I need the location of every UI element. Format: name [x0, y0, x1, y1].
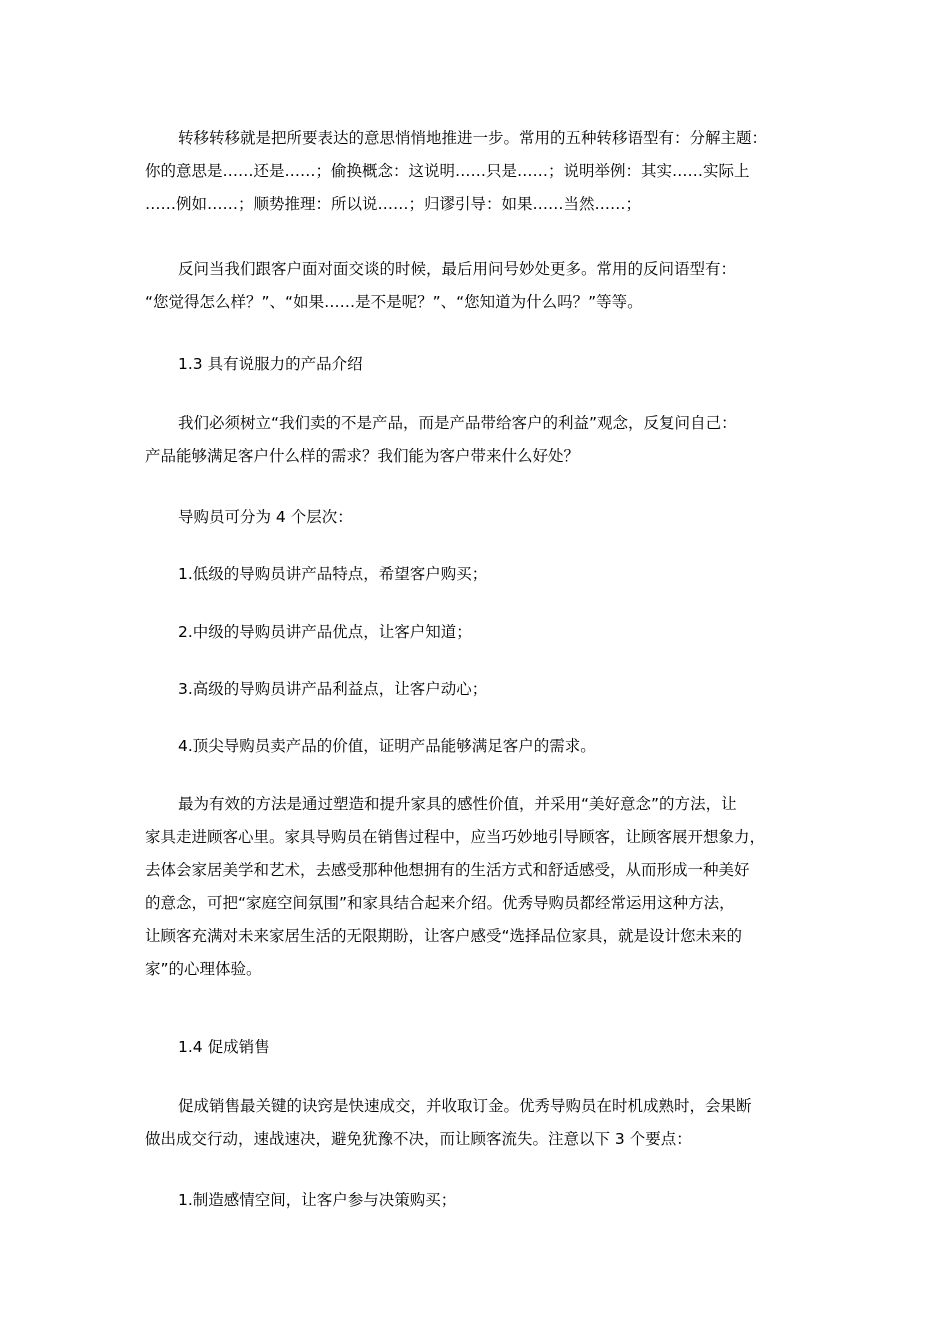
- list-item-level-3: 3.高级的导购员讲产品利益点，让客户动心；: [178, 680, 488, 698]
- text-line: 最为有效的方法是通过塑造和提升家具的感性价值，并采用“美好意念”的方法，让: [178, 795, 737, 813]
- text-line: 做出成交行动，速战速决，避免犹豫不决，而让顾客流失。注意以下 3 个要点：: [145, 1130, 692, 1148]
- text-line: 反问当我们跟客户面对面交谈的时候，最后用问号妙处更多。常用的反问语型有：: [178, 260, 737, 278]
- text-line: 产品能够满足客户什么样的需求？我们能为客户带来什么好处？: [145, 447, 580, 465]
- list-item-level-4: 4.顶尖导购员卖产品的价值，证明产品能够满足客户的需求。: [178, 737, 596, 755]
- text-line: “您觉得怎么样？”、“如果……是不是呢？”、“您知道为什么吗？”等等。: [145, 293, 643, 311]
- paragraph-levels-intro: 导购员可分为 4 个层次：: [178, 508, 353, 526]
- text-line: 转移转移就是把所要表达的意思悄悄地推进一步。常用的五种转移语型有：分解主题：: [178, 129, 768, 147]
- list-item-point-1: 1.制造感情空间，让客户参与决策购买；: [178, 1191, 457, 1209]
- paragraph-customer-benefit: [145, 407, 820, 473]
- text-line: 让顾客充满对未来家居生活的无限期盼，让客户感受“选择品位家具，就是设计您未来的: [145, 927, 743, 945]
- section-heading-1-3: 1.3 具有说服力的产品介绍: [178, 355, 363, 373]
- text-line: 家具走进顾客心里。家具导购员在销售过程中，应当巧妙地引导顾客，让顾客展开想象力，: [145, 828, 766, 846]
- text-line: ……例如……；顺势推理：所以说……；归谬引导：如果……当然……；: [145, 195, 642, 213]
- text-line: 促成销售最关键的诀窍是快速成交，并收取订金。优秀导购员在时机成熟时，会果断: [178, 1097, 752, 1115]
- list-item-level-2: 2.中级的导购员讲产品优点，让客户知道；: [178, 623, 472, 641]
- text-line: 的意念，可把“家庭空间氛围”和家具结合起来介绍。优秀导购员都经常运用这种方法，: [145, 894, 735, 912]
- text-line: 家”的心理体验。: [145, 960, 262, 978]
- paragraph-rhetorical-question: [145, 253, 820, 319]
- paragraph-beautiful-concept: [145, 788, 820, 986]
- list-item-level-1: 1.低级的导购员讲产品特点，希望客户购买；: [178, 565, 488, 583]
- section-heading-1-4: 1.4 促成销售: [178, 1038, 270, 1056]
- text-line: 去体会家居美学和艺术，去感受那种他想拥有的生活方式和舒适感受，从而形成一种美好: [145, 861, 750, 879]
- paragraph-transfer: [145, 122, 820, 221]
- text-line: 我们必须树立“我们卖的不是产品，而是产品带给客户的利益”观念，反复问自己：: [178, 414, 737, 432]
- text-line: 你的意思是……还是……；偷换概念：这说明……只是……；说明举例：其实……实际上: [145, 162, 750, 180]
- paragraph-close-sale: [145, 1090, 820, 1156]
